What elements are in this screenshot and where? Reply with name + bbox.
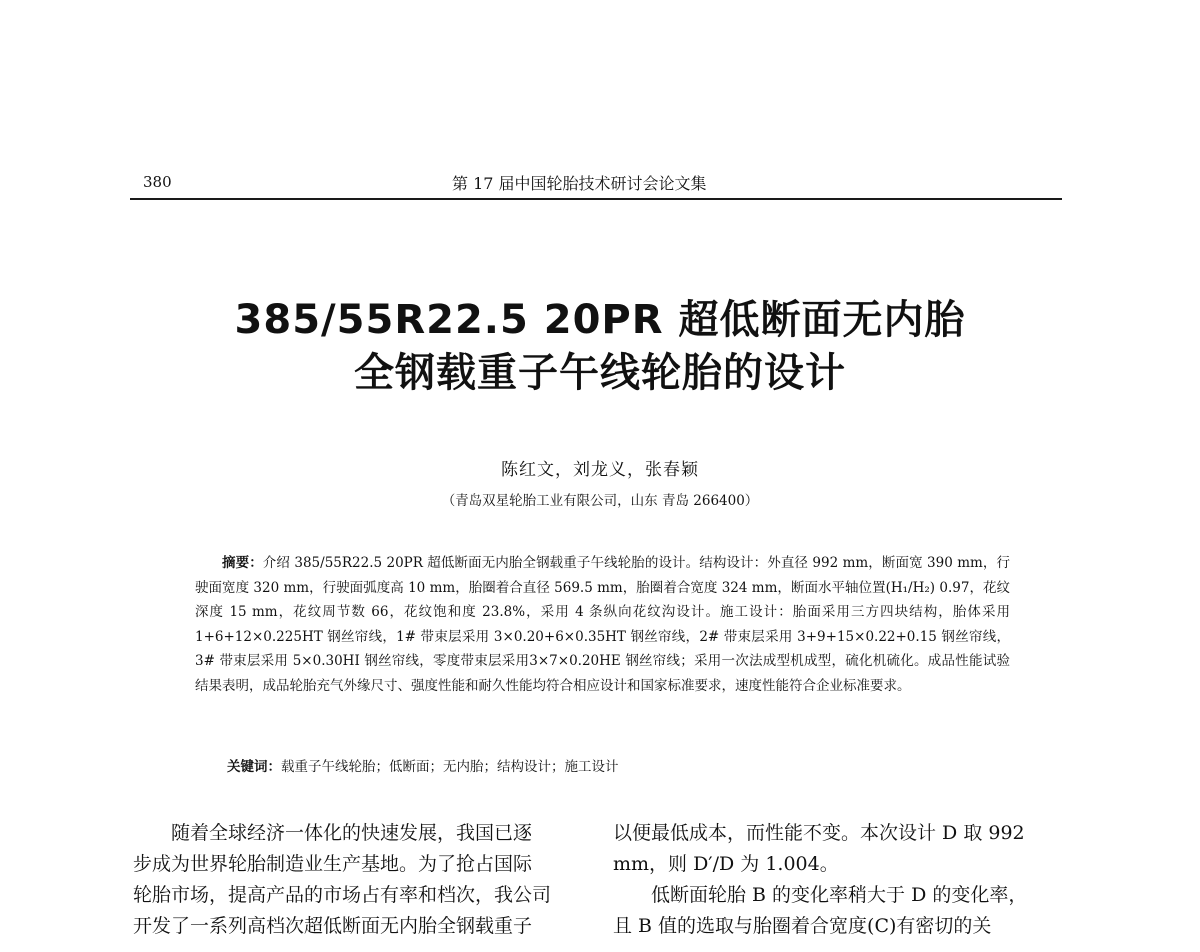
body-right-column <box>613 818 1063 942</box>
body-line: 随着全球经济一体化的快速发展，我国已逐 <box>171 822 533 844</box>
body-line: 轮胎市场，提高产品的市场占有率和档次，我公司 <box>133 884 552 906</box>
body-line: 低断面轮胎 B 的变化率稍大于 D 的变化率， <box>651 884 1028 906</box>
paper-title-line-2: 全钢载重子午线轮胎的设计 <box>354 350 846 396</box>
header-rule <box>130 198 1062 200</box>
keywords-text: 载重子午线轮胎；低断面；无内胎；结构设计；施工设计 <box>281 759 619 775</box>
body-line: mm，则 D′/D 为 1.004。 <box>613 853 839 875</box>
body-line: 且 B 值的选取与胎圈着合宽度(C)有密切的关 <box>613 915 992 937</box>
page-number: 380 <box>143 173 172 191</box>
running-header: 第 17 届中国轮胎技术研讨会论文集 <box>452 174 707 193</box>
body-line: 以便最低成本，而性能不变。本次设计 D 取 992 <box>613 822 1025 844</box>
affiliation: （青岛双星轮胎工业有限公司，山东 青岛 266400） <box>441 493 759 509</box>
body-line: 步成为世界轮胎制造业生产基地。为了抢占国际 <box>133 853 533 875</box>
abstract-text: 介绍 385/55R22.5 20PR 超低断面无内胎全钢载重子午线轮胎的设计。结构设计：外直径 992 mm，断面宽 390 mm，行驶面宽度 320 mm，行驶面弧度高 10 mm，胎圈着合直径 569.5 mm，胎圈着合宽度 324 mm，断面水平轴位置(H₁/H₂) 0.97，花纹深度 15 mm，花纹周节数 66，花纹饱和度 23.8%，采用 4 条纵向花纹沟设计。施工设计：胎面采用三方四块结构，胎体采用 1+6+12×0.225HT 钢丝帘线，1# 带束层采用 3×0.20+6×0.35HT 钢丝帘线，2# 带束层采用 3+9+15×0.22+0.15 钢丝帘线，3# 带束层采用 5×0.30HI 钢丝帘线，零度带束层采用3×7×0.20HE 钢丝帘线；采用一次法成型机成型，硫化机硫化。成品性能试验结果表明，成品轮胎充气外缘尺寸、强度性能和耐久性能均符合相应设计和国家标准要求，速度性能符合企业标准要求。 <box>195 555 1011 694</box>
body-left-column <box>133 818 583 942</box>
body-line: 开发了一系列高档次超低断面无内胎全钢载重子 <box>133 915 533 937</box>
keywords-label: 关键词： <box>227 759 281 775</box>
abstract-label: 摘要： <box>222 555 263 571</box>
paper-title-line-1: 385/55R22.5 20PR 超低断面无内胎 <box>234 297 966 343</box>
keywords <box>227 755 619 775</box>
authors: 陈红文，刘龙义，张春颖 <box>501 460 699 480</box>
abstract <box>195 551 1010 698</box>
